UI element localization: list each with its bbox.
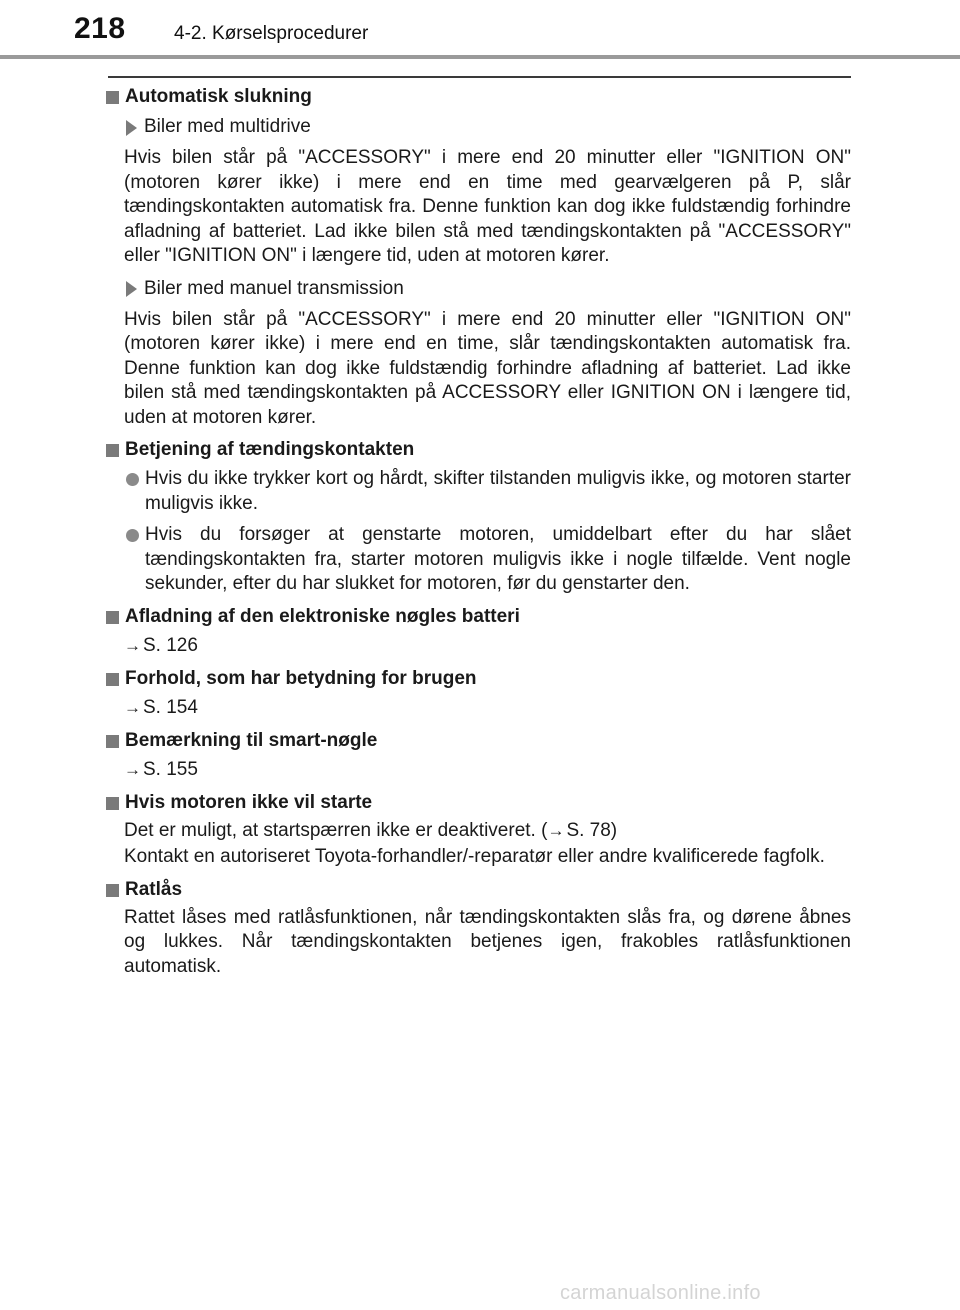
section-operation — [106, 437, 851, 597]
paragraph: Kontakt en autoriseret Toyota-forhandler/-reparatør eller andre kvalificerede fagfolk. — [124, 846, 825, 867]
square-icon — [106, 884, 119, 897]
square-icon — [106, 611, 119, 624]
heading-text: Hvis motoren ikke vil starte — [125, 791, 373, 813]
section-heading — [106, 437, 851, 464]
square-icon — [106, 735, 119, 748]
list-item — [126, 523, 851, 597]
paragraph: Hvis bilen står på "ACCESSORY" i mere end 20 minutter eller "IGNITION ON" (motoren kører ikke) i mere end en time med gearvælgeren på P, slår tændingskontakten automatisk fra. Denne funktion kan dog ikke fuldstændig forhindre afladning af batteriet. Lad ikke bilen stå med tændingskontakten på "ACCESSORY" eller "IGNITION ON" i længere tid, uden at motoren kører. — [124, 147, 851, 266]
reference-text[interactable]: S. 78) — [566, 819, 618, 841]
square-icon — [106, 673, 119, 686]
section-rule — [108, 76, 851, 78]
page-reference[interactable] — [124, 758, 851, 783]
reference-text: S. 154 — [143, 696, 198, 718]
section-heading — [106, 604, 851, 631]
triangle-icon — [126, 120, 137, 136]
section-key-battery — [106, 604, 851, 659]
section-auto-off — [106, 84, 851, 430]
paragraph: Rattet låses med ratlåsfunktionen, når tændingskontakten slås fra, og dørene åbnes og lukkes. Når tændingskontakten betjenes igen, frakobles ratlåsfunktionen automatisk. — [124, 906, 851, 977]
section-conditions — [106, 666, 851, 721]
watermark: carmanualsonline.info — [560, 1282, 761, 1304]
square-icon — [106, 797, 119, 810]
list-item — [126, 467, 851, 516]
section-smart-key-note — [106, 728, 851, 783]
arrow-icon: → — [124, 759, 141, 779]
heading-text: Bemærkning til smart-nøgle — [125, 729, 378, 751]
section-heading — [106, 84, 851, 111]
section-heading — [106, 790, 851, 817]
square-icon — [106, 444, 119, 457]
arrow-icon: → — [547, 820, 565, 840]
reference-text: S. 155 — [143, 758, 198, 780]
arrow-icon: → — [124, 635, 141, 655]
page-reference[interactable] — [124, 634, 851, 659]
heading-text: Forhold, som har betydning for brugen — [125, 667, 477, 689]
section-no-start — [106, 790, 851, 870]
sub-heading — [126, 276, 851, 303]
section-heading — [106, 877, 851, 904]
page-reference[interactable] — [124, 696, 851, 721]
paragraph-text: Det er muligt, at startspærren ikke er deaktiveret. ( — [124, 819, 548, 841]
page-number: 218 — [74, 12, 126, 45]
triangle-icon — [126, 281, 137, 297]
dot-icon — [126, 473, 139, 486]
paragraph — [124, 819, 851, 844]
section-steering-lock — [106, 877, 851, 980]
section-heading — [106, 666, 851, 693]
section-heading — [106, 728, 851, 755]
square-icon — [106, 91, 119, 104]
list-item-text: Hvis du forsøger at genstarte motoren, umiddelbart efter du har slået tændingskontakten fra, starter motoren muligvis ikke i nogle tilfælde. Vent nogle sekunder, efter du har slukket for motoren, før du genstarter den. — [145, 524, 851, 594]
paragraph: Hvis bilen står på "ACCESSORY" i mere end 20 minutter eller "IGNITION ON" (motoren kører ikke) i mere end en time, slår tændingskontakten automatisk fra. Denne funktion kan dog ikke fuldstændig forhindre afladning af batteriet. Lad ikke bilen stå med tændingskontakten på ACCESSORY eller IGNITION ON i længere tid, uden at motoren kører. — [124, 308, 851, 428]
heading-text: Automatisk slukning — [125, 86, 312, 108]
heading-text: Afladning af den elektroniske nøgles batteri — [125, 605, 520, 627]
sub-heading-text: Biler med manuel transmission — [144, 277, 404, 299]
list-item-text: Hvis du ikke trykker kort og hårdt, skifter tilstanden muligvis ikke, og motoren starter muligvis ikke. — [145, 468, 851, 514]
heading-text: Betjening af tændingskontakten — [125, 439, 415, 461]
sub-heading-text: Biler med multidrive — [144, 116, 311, 138]
reference-text: S. 126 — [143, 634, 198, 656]
sub-heading — [126, 114, 851, 141]
header-bar — [0, 55, 960, 59]
arrow-icon: → — [124, 697, 141, 717]
heading-text: Ratlås — [125, 878, 183, 900]
chapter-title: 4-2. Kørselsprocedurer — [174, 23, 369, 44]
page-header — [0, 0, 960, 60]
dot-icon — [126, 529, 139, 542]
page-content — [106, 84, 851, 986]
